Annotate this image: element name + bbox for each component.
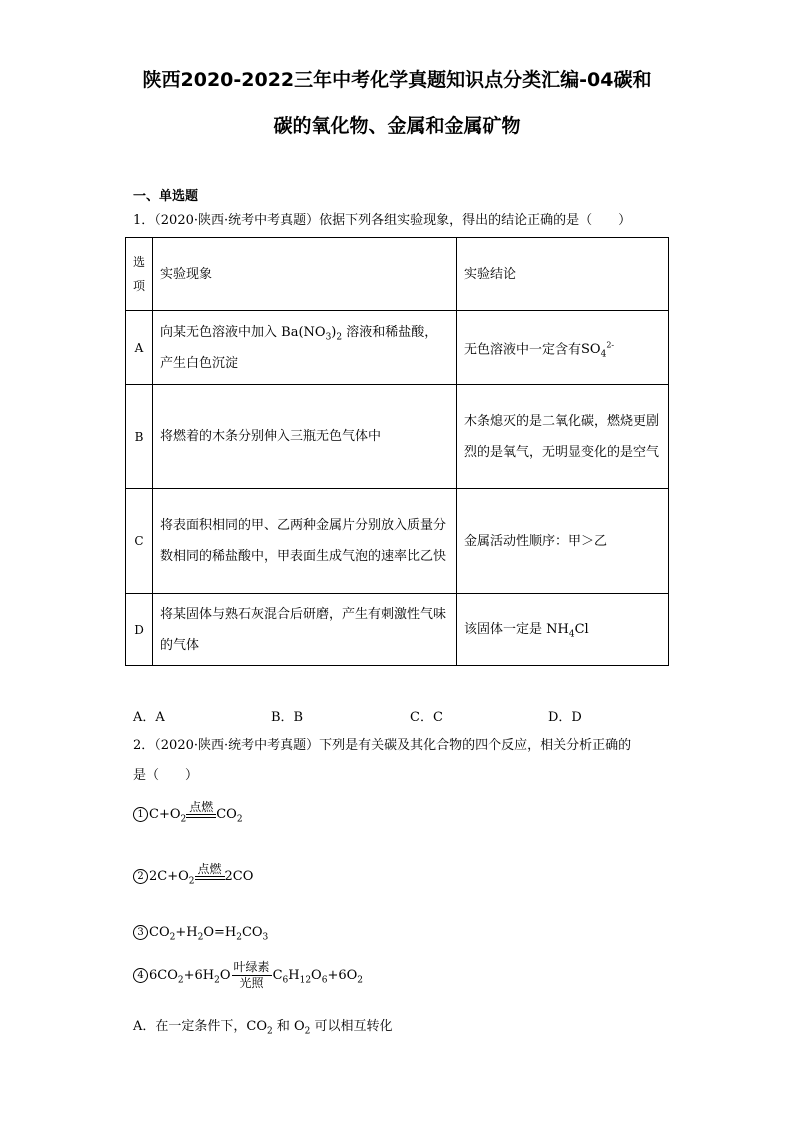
choice-a[interactable]: A．A bbox=[133, 710, 165, 725]
equation-1: 1 $C+O_2$ 点燃 $CO_2$ bbox=[133, 800, 243, 822]
question-2-stem-line1: 2．（2020·陕西·统考中考真题）下列是有关碳及其化合物的四个反应，相关分析正确的 bbox=[133, 738, 632, 753]
header-observation: 实验现象 bbox=[153, 238, 457, 311]
table-row bbox=[126, 311, 669, 385]
row-conclusion: 木条熄灭的是二氧化碳，燃烧更剧烈的是氧气，无明显变化的是空气 bbox=[457, 385, 669, 489]
choice-b[interactable]: B．B bbox=[271, 710, 304, 725]
header-option: 选 项 bbox=[126, 238, 153, 311]
equation-2: 2 $2C+O_2$ 点燃 2CO bbox=[133, 862, 253, 884]
circled-number-4: 4 bbox=[133, 968, 148, 983]
question-2-stem-line2: 是（ ） bbox=[133, 768, 199, 783]
row-option: C bbox=[126, 489, 153, 594]
header-conclusion: 实验结论 bbox=[457, 238, 669, 311]
question-1-stem: 1．（2020·陕西·统考中考真题）依据下列各组实验现象，得出的结论正确的是（ ） bbox=[133, 213, 632, 228]
row-conclusion: 金属活动性顺序：甲＞乙 bbox=[457, 489, 669, 594]
equation-3: 3 $CO_2+H_2O=H_2CO_3$ bbox=[133, 925, 268, 940]
row-conclusion: 该固体一定是 $NH_4Cl$ bbox=[457, 594, 669, 666]
document-title-line2: 碳的氧化物、金属和金属矿物 bbox=[273, 115, 521, 137]
equation-4: 4 $6CO_2+6H_2O$ $\frac{\text{叶绿素}}{\text{光照}}$ $C_6H_{12}O_6+6O_2$ bbox=[133, 960, 363, 991]
row-observation: 将燃着的木条分别伸入三瓶无色气体中 bbox=[153, 385, 457, 489]
table-row bbox=[126, 489, 669, 594]
circled-number-3: 3 bbox=[133, 925, 148, 940]
table-header-row bbox=[126, 238, 669, 311]
choice-c[interactable]: C．C bbox=[410, 710, 443, 725]
section-heading: 一、单选题 bbox=[133, 189, 199, 204]
table-row bbox=[126, 594, 669, 666]
question-1-table bbox=[125, 237, 669, 666]
row-option: D bbox=[126, 594, 153, 666]
reaction-condition: $\frac{\text{叶绿素}}{\text{光照}}$ bbox=[233, 960, 270, 990]
document-title-line1: 陕西2020-2022三年中考化学真题知识点分类汇编-04碳和 bbox=[142, 69, 652, 91]
circled-number-1: 1 bbox=[133, 807, 148, 822]
table-row bbox=[126, 385, 669, 489]
row-observation: 将某固体与熟石灰混合后研磨，产生有刺激性气味的气体 bbox=[153, 594, 457, 666]
row-observation: 向某无色溶液中加入 $Ba(NO_3)_2$ 溶液和稀盐酸，产生白色沉淀 bbox=[153, 311, 457, 385]
reaction-condition: 点燃 bbox=[195, 862, 225, 884]
row-observation: 将表面积相同的甲、乙两种金属片分别放入质量分数相同的稀盐酸中，甲表面生成气泡的速率比乙快 bbox=[153, 489, 457, 594]
row-conclusion: 无色溶液中一定含有$SO_4^{2-}$ bbox=[457, 311, 669, 385]
circled-number-2: 2 bbox=[133, 869, 148, 884]
row-option: A bbox=[126, 311, 153, 385]
reaction-condition: 点燃 bbox=[186, 800, 216, 822]
question-2-option-a[interactable]: A．在一定条件下，$CO_2$ 和 $O_2$ 可以相互转化 bbox=[133, 1019, 393, 1037]
row-option: B bbox=[126, 385, 153, 489]
choice-d[interactable]: D．D bbox=[548, 710, 582, 725]
